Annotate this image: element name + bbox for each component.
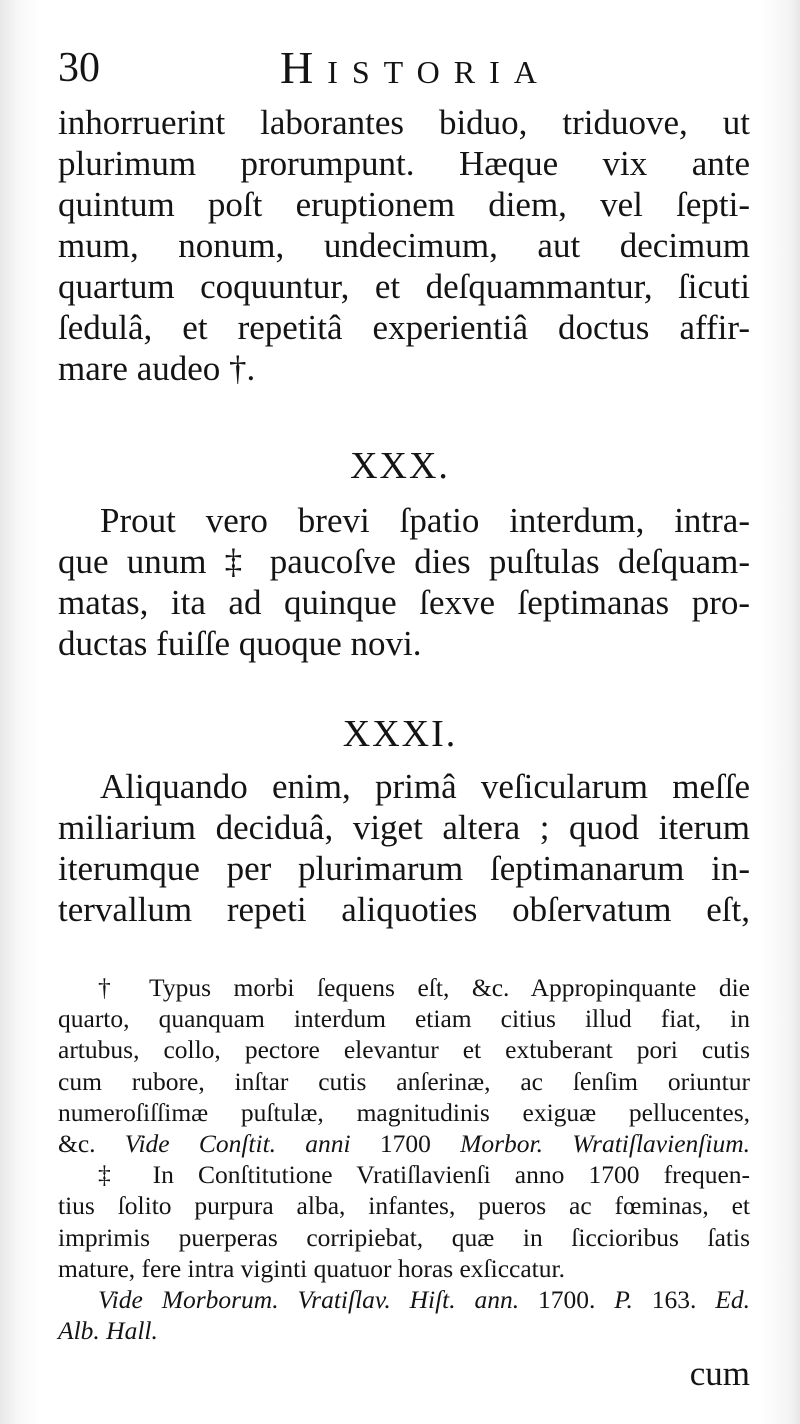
footnote-line: † Typus morbi ſequens eſt, &c. Appropinquante die xyxy=(98,973,750,1002)
footnote-line: cum rubore, inſtar cutis anſerinæ, ac ſenſim oriuntur xyxy=(58,1066,750,1096)
page-number: 30 xyxy=(58,45,100,91)
text-line: ductas fuiſſe quoque novi. xyxy=(58,624,422,663)
text-line: Aliquando enim, primâ veſicularum meſſe xyxy=(100,767,750,806)
text-line: matas, ita ad quinque ſexve ſeptimanas pro- xyxy=(58,583,750,622)
footnote-line xyxy=(58,1128,750,1159)
footnote-line: ‡ In Conſtitutione Vratiſlavienſi anno 1700 frequen- xyxy=(98,1160,750,1190)
footnote-citation: Vide Morborum. Vratiſlav. Hiſt. ann. xyxy=(98,1285,520,1315)
footnote-citation: Vide Conſtit. anni xyxy=(124,1129,351,1159)
footnote-year: 1700 xyxy=(379,1129,431,1159)
text-line: plurimum prorumpunt. Hæque vix ante xyxy=(58,144,750,183)
footnote-line: quarto, quanquam interdum etiam citius illud fiat, in xyxy=(58,1004,750,1034)
catchword: cum xyxy=(689,1354,750,1393)
footnote-citation: Morbor. Wratiſlavienſium. xyxy=(460,1129,750,1159)
footnote-line: Alb. Hall. xyxy=(58,1316,158,1346)
text-line: inhorruerint laborantes biduo, triduove, ut xyxy=(58,103,750,142)
footnote-citation: P. xyxy=(614,1285,633,1315)
footnote-line: numeroſiſſimæ puſtulæ, magnitudinis exiguæ pellucentes, xyxy=(58,1097,750,1127)
text-line: miliarium deciduâ, viget altera ; quod iterum xyxy=(58,808,750,847)
footnote-year: 1700. xyxy=(538,1285,596,1315)
running-head xyxy=(58,38,758,98)
running-title: Historia xyxy=(280,42,551,93)
text-line: ſedulâ, et repetitâ experientiâ doctus affir- xyxy=(58,308,750,347)
text-line: iterumque per plurimarum ſeptimanarum in- xyxy=(58,849,750,888)
footnote-line: tius ſolito purpura alba, infantes, pueros ac fœminas, et xyxy=(58,1191,750,1221)
section-heading-xxx: XXX. xyxy=(350,445,450,487)
text-line: tervallum repeti aliquoties obſervatum eſt, xyxy=(58,890,750,929)
footnote-prefix: &c. xyxy=(58,1129,96,1159)
footnote-line: imprimis puerperas corripiebat, quæ in ſiccioribus ſatis xyxy=(58,1222,750,1252)
text-line: que unum ‡ paucoſve dies puſtulas deſquam- xyxy=(58,542,750,581)
paragraph-continued xyxy=(58,102,750,389)
text-line: quintum poſt eruptionem diem, vel ſepti- xyxy=(58,185,750,224)
text-line: Prout vero brevi ſpatio interdum, intra- xyxy=(100,501,750,540)
text-line: mare audeo †. xyxy=(58,349,256,388)
footnote-page: 163. xyxy=(651,1285,697,1315)
text-line: quartum coquuntur, et deſquammantur, ſicuti xyxy=(58,267,750,306)
footnote-citation: Ed. xyxy=(715,1285,750,1315)
paragraph-xxx xyxy=(58,500,750,664)
footnotes xyxy=(58,972,750,1346)
section-heading-xxxi: XXXI. xyxy=(342,713,458,755)
footnote-line: artubus, collo, pectore elevantur et extuberant pori cutis xyxy=(58,1035,750,1065)
text-line: mum, nonum, undecimum, aut decimum xyxy=(58,226,750,265)
footnote-line xyxy=(58,1284,750,1315)
paragraph-xxxi xyxy=(58,766,750,930)
footnote-line: mature, fere intra viginti quatuor horas exſiccatur. xyxy=(58,1253,565,1283)
